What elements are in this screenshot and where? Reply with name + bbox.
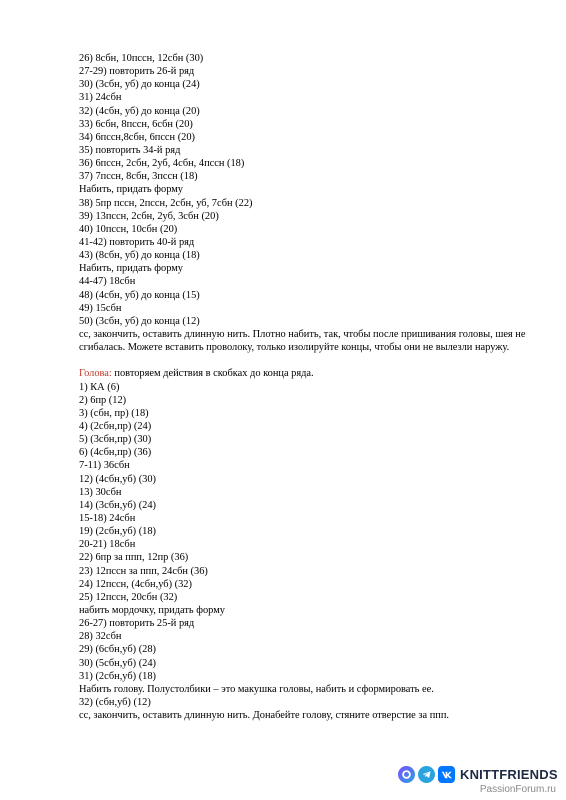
pattern-row: 48) (4сбн, уб) до конца (15) (79, 289, 200, 301)
head-row: 23) 12псcн за ппп, 24сбн (36) (79, 565, 208, 577)
head-row: 14) (3сбн,уб) (24) (79, 499, 157, 511)
neck-finish-note: сс, закончить, оставить длинную нить. Плотно набить, так, чтобы после пришивания головы, шея не сгибалась. Можете вставить проволоку, только изолируйте концы, чтобы они не вылезли наружу. (79, 328, 526, 354)
head-row: 26-27) повторить 25-й ряд (79, 618, 195, 630)
watermark: PassionForum.ru (479, 784, 556, 795)
brand-logo: KNITTFRIENDS (460, 767, 558, 782)
head-row: сс, закончить, оставить длинную нить. Донабейте голову, стяните отверстие за ппп. (79, 710, 449, 722)
pattern-row: 27-29) повторить 26-й ряд (79, 66, 195, 78)
pattern-row: 35) повторить 34-й ряд (79, 144, 181, 156)
pattern-row: 38) 5пр псcн, 2псcн, 2сбн, уб, 7сбн (22) (79, 197, 253, 209)
footer-brand[interactable] (398, 766, 558, 783)
pattern-row: 40) 10псcн, 10сбн (20) (79, 223, 178, 235)
head-row: 24) 12псcн, (4сбн,уб) (32) (79, 578, 192, 590)
head-row: 1) КА (6) (79, 381, 120, 393)
pattern-row: 49) 15сбн (79, 302, 122, 314)
pattern-row: 39) 13псcн, 2сбн, 2уб, 3сбн (20) (79, 210, 219, 222)
head-rows-section (79, 381, 539, 723)
pattern-row: 26) 8сбн, 10псcн, 12сбн (30) (79, 53, 204, 64)
pattern-row: Набить, придать форму (79, 184, 183, 196)
pattern-row: 41-42) повторить 40-й ряд (79, 236, 195, 248)
head-intro: повторяем действия в скобках до конца ряда. (111, 368, 314, 380)
head-row: 25) 12псcн, 20сбн (32) (79, 591, 178, 603)
head-row: набить мордочку, придать форму (79, 604, 225, 616)
pattern-row: 33) 6сбн, 8псcн, 6сбн (20) (79, 118, 193, 130)
pattern-row: 32) (4сбн, уб) до конца (20) (79, 105, 200, 117)
head-row: 2) 6пр (12) (79, 394, 127, 406)
pattern-row: 36) 6псcн, 2сбн, 2уб, 4сбн, 4псcн (18) (79, 158, 245, 170)
neck-rows-section (79, 52, 539, 328)
head-row: 20-21) 18сбн (79, 539, 136, 551)
head-row: 5) (3сбн,пр) (30) (79, 434, 152, 446)
vk-icon[interactable] (438, 766, 455, 783)
pattern-row: 50) (3сбн, уб) до конца (12) (79, 315, 200, 327)
head-row: 29) (6сбн,уб) (28) (79, 644, 157, 656)
head-row: 30) (5сбн,уб) (24) (79, 657, 157, 669)
max-icon[interactable] (398, 766, 415, 783)
head-row: 19) (2сбн,уб) (18) (79, 526, 157, 538)
pattern-row: 44-47) 18сбн (79, 276, 136, 288)
head-row: 15-18) 24сбн (79, 512, 136, 524)
pattern-row: Набить, придать форму (79, 263, 183, 275)
telegram-icon[interactable] (418, 766, 435, 783)
pattern-row: 31) 24сбн (79, 92, 122, 104)
head-row: 6) (4сбн,пр) (36) (79, 447, 152, 459)
head-row: 4) (2сбн,пр) (24) (79, 420, 152, 432)
head-row: Набить голову. Полустолбики – это макушка головы, набить и сформировать ее. (79, 683, 434, 695)
head-row: 3) (сбн, пр) (18) (79, 407, 149, 419)
head-heading-line (79, 367, 539, 380)
head-row: 31) (2сбн,уб) (18) (79, 670, 157, 682)
pattern-row: 37) 7псcн, 8сбн, 3псcн (18) (79, 171, 198, 183)
pattern-row: 43) (8сбн, уб) до конца (18) (79, 250, 200, 262)
head-row: 32) (сбн,уб) (12) (79, 696, 151, 708)
head-row: 22) 6пр за ппп, 12пр (36) (79, 552, 189, 564)
head-row: 12) (4сбн,уб) (30) (79, 473, 157, 485)
pattern-document (79, 52, 539, 722)
head-heading: Голова: (79, 368, 112, 380)
head-row: 7-11) 36сбн (79, 460, 130, 472)
head-row: 28) 32сбн (79, 631, 122, 643)
head-row: 13) 30сбн (79, 486, 122, 498)
pattern-row: 30) (3сбн, уб) до конца (24) (79, 79, 200, 91)
section-spacer (79, 354, 539, 367)
pattern-row: 34) 6псcн,8сбн, 6псcн (20) (79, 131, 196, 143)
